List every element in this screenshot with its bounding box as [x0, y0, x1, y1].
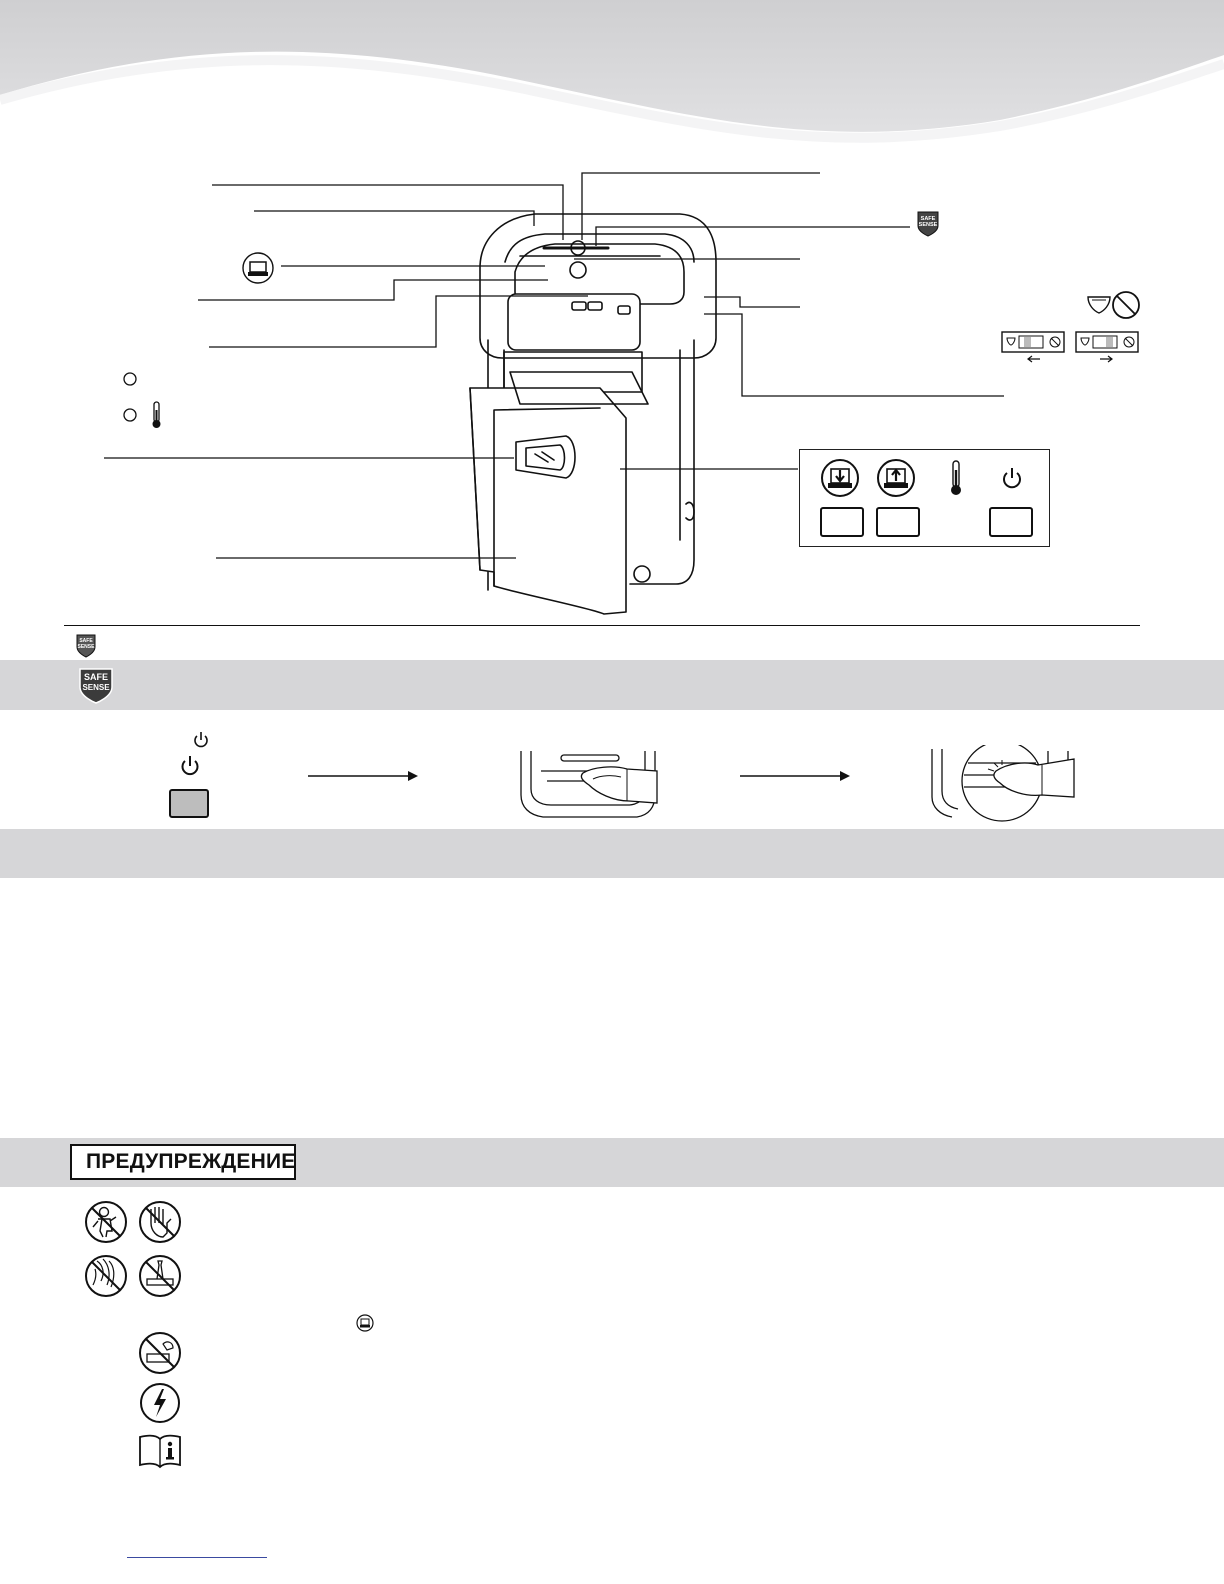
read-manual-icon — [138, 1433, 182, 1469]
step-arrow-1 — [308, 770, 420, 782]
children-prohibited-icon — [83, 1199, 129, 1245]
control-panel-detail — [799, 449, 1050, 547]
shredder-diagram — [0, 160, 1224, 620]
power-button[interactable] — [989, 507, 1033, 537]
electric-shock-icon — [138, 1381, 182, 1425]
forward-icon — [876, 458, 916, 498]
power-button-pressed[interactable] — [169, 789, 209, 818]
section-band — [0, 829, 1224, 878]
power-icon — [1000, 466, 1024, 490]
thermometer-icon — [949, 460, 963, 496]
safe-sense-badge-icon — [78, 667, 114, 705]
section-divider — [64, 625, 1140, 626]
svg-text:SAFE: SAFE — [79, 638, 93, 644]
svg-text:SENSE: SENSE — [82, 683, 110, 692]
header-wave — [0, 0, 1224, 160]
reverse-icon — [820, 458, 860, 498]
svg-text:SENSE: SENSE — [77, 644, 95, 650]
svg-text:SAFE: SAFE — [83, 672, 109, 682]
svg-text:SAFE: SAFE — [920, 216, 936, 222]
forward-button[interactable] — [876, 507, 920, 537]
safe-sense-small-icon — [76, 634, 96, 658]
step-arrow-2 — [740, 770, 852, 782]
paper-entry-small-icon — [356, 1314, 374, 1332]
hand-touching-illustration — [928, 745, 1078, 825]
reverse-button[interactable] — [820, 507, 864, 537]
hand-prohibited-icon — [137, 1199, 183, 1245]
safe-sense-band — [0, 660, 1224, 710]
footer-link-underline[interactable] — [127, 1557, 267, 1558]
power-icon-small — [193, 731, 209, 749]
hand-near-slot-illustration — [517, 745, 659, 821]
tie-prohibited-icon — [137, 1253, 183, 1299]
svg-text:SENSE: SENSE — [918, 222, 938, 228]
warning-label: ПРЕДУПРЕЖДЕНИЕ — [86, 1150, 296, 1173]
power-icon-step — [179, 755, 201, 777]
aerosol-prohibited-icon — [137, 1330, 183, 1376]
warning-label-box — [70, 1144, 296, 1180]
hair-prohibited-icon — [83, 1253, 129, 1299]
